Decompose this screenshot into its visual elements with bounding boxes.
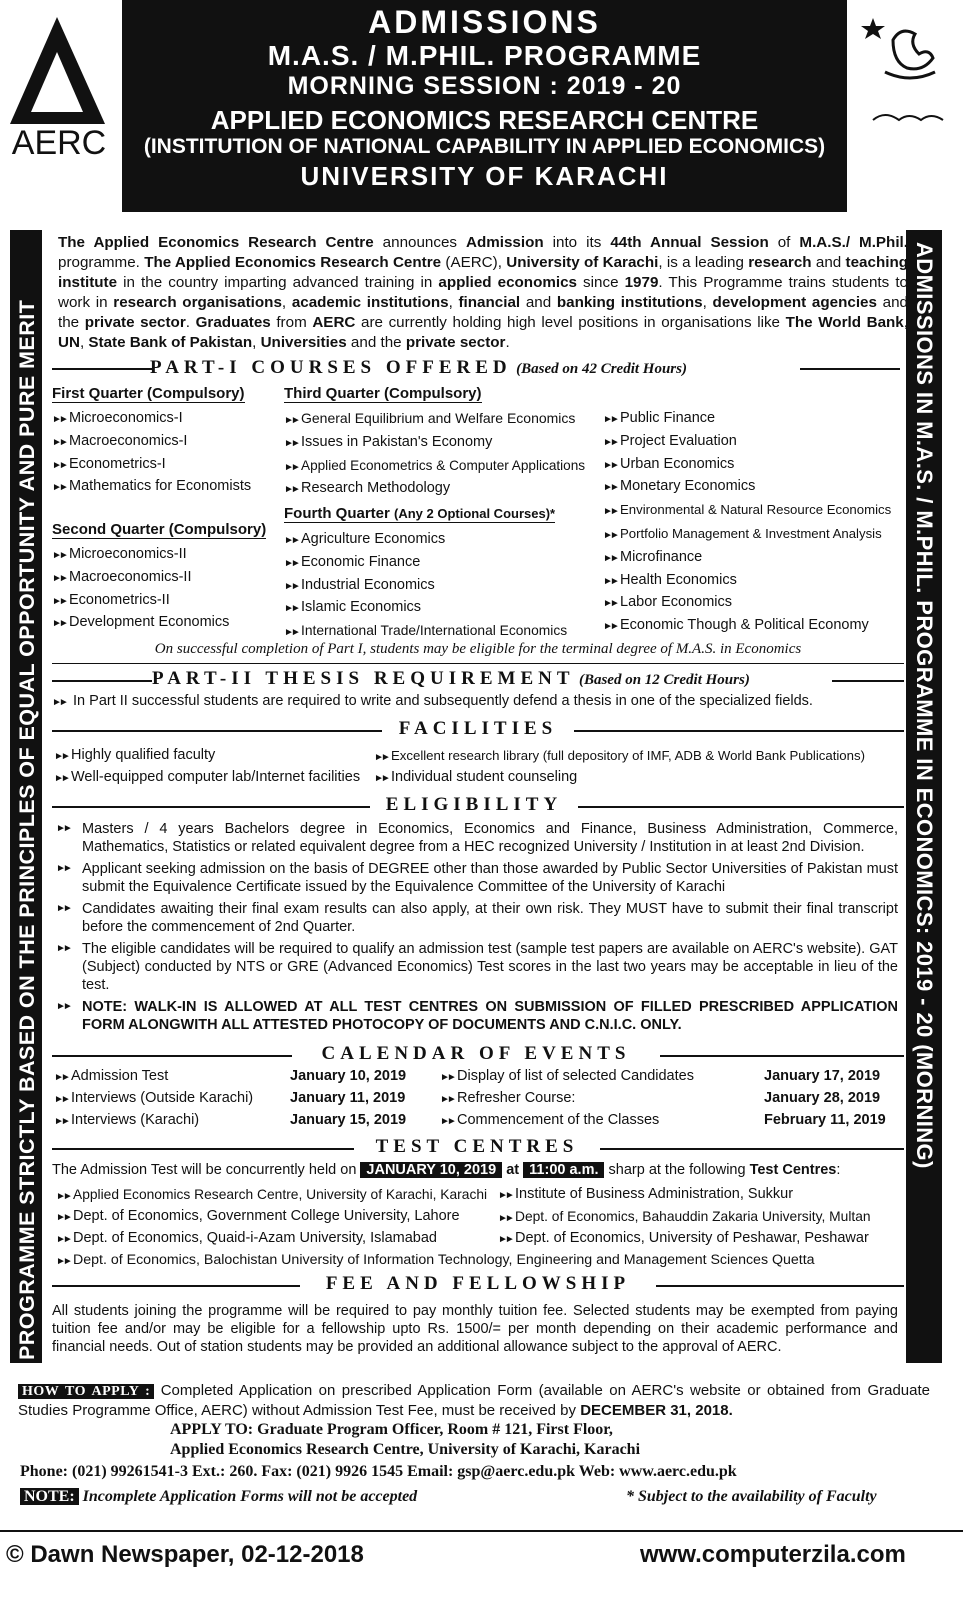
bullet-arrow-icon: ►► bbox=[284, 535, 298, 546]
part1-completion: On successful completion of Part I, students may be eligible for the terminal degree of M.A.S. in Economics bbox=[154, 641, 802, 657]
course-item: ►► Project Evaluation bbox=[603, 431, 891, 454]
bullet-arrow-icon: ►► bbox=[603, 621, 617, 633]
test-time-badge: 11:00 a.m. bbox=[523, 1162, 604, 1178]
header-banner bbox=[122, 0, 847, 212]
calendar-event: ►► Interviews (Outside Karachi) January 11, 2019 bbox=[54, 1090, 406, 1106]
facility-item: ►► Excellent research library (full depository of IMF, ADB & World Bank Publications) bbox=[374, 748, 865, 763]
bullet-arrow-icon: ►► bbox=[603, 529, 617, 541]
centre-item: ►► Dept. of Economics, Government College University, Lahore bbox=[56, 1208, 460, 1224]
fee-text: All students joining the programme will be required to pay monthly tuition fee. Selected students may be exempted from paying tuition fee and/or may be eligible for a fellowship upto Rs. 1500/= per month depending on their academic performance and financial needs. Out of station students may be provided an additional allowance subject to the approval of AERC. bbox=[52, 1303, 898, 1355]
left-vertical-text: PROGRAMME STRICTLY BASED ON THE PRINCIPLES OF EQUAL OPPORTUNITY AND PURE MERIT bbox=[14, 299, 39, 1360]
test-date-badge: JANUARY 10, 2019 bbox=[360, 1162, 502, 1178]
bullet-arrow-icon: ►► bbox=[56, 1001, 70, 1012]
divider bbox=[832, 680, 904, 682]
bullet-arrow-icon: ►► bbox=[603, 575, 617, 587]
bullet-arrow-icon: ►► bbox=[56, 903, 70, 914]
bullet-arrow-icon: ►► bbox=[284, 461, 298, 473]
course-item: ►► Economic Finance bbox=[284, 552, 567, 575]
course-item: ►► Agriculture Economics bbox=[284, 529, 567, 552]
q4-title: Fourth Quarter (Any 2 Optional Courses)* bbox=[284, 505, 556, 522]
bullet-arrow-icon: ►► bbox=[603, 598, 617, 610]
divider bbox=[574, 730, 904, 732]
course-item: ►► International Trade/International Economics bbox=[284, 620, 567, 644]
course-item: ►► Econometrics-I bbox=[52, 454, 251, 477]
course-item: ►► Portfolio Management & Investment Analysis bbox=[603, 523, 891, 547]
divider bbox=[600, 1148, 904, 1150]
bullet-arrow-icon: ►► bbox=[284, 557, 298, 569]
bullet-arrow-icon: ►► bbox=[52, 572, 66, 584]
bullet-arrow-icon: ►► bbox=[52, 436, 66, 448]
centre-item: ►► Dept. of Economics, Quaid-i-Azam University, Islamabad bbox=[56, 1230, 437, 1246]
course-item: ►► Labor Economics bbox=[603, 592, 891, 615]
course-item: ►► Econometrics-II bbox=[52, 590, 229, 613]
course-item: ►► Development Economics bbox=[52, 612, 229, 635]
calendar-event: ►► Display of list of selected Candidates January 17, 2019 bbox=[440, 1068, 881, 1084]
eligibility-item: ►► Masters / 4 years Bachelors degree in Economics, Economics and Finance, Business Administration, Commerce, Mathematics, Statistics or related equivalent degree from a HEC recognized University / Institution in at least 2nd Division. bbox=[56, 821, 898, 855]
centre-item: ►► Dept. of Economics, Balochistan University of Information Technology, Engineering and Management Sciences Quetta bbox=[56, 1252, 815, 1268]
part1-title: PART-I COURSES OFFERED bbox=[150, 357, 512, 378]
bullet-arrow-icon: ►► bbox=[603, 506, 617, 518]
apply-to: APPLY TO: Graduate Program Officer, Room # 121, First Floor, Applied Economics Research Centre, University of Karachi, Karachi bbox=[170, 1421, 641, 1458]
part1-heading bbox=[150, 357, 687, 379]
divider bbox=[800, 368, 900, 370]
bullet-arrow-icon: ►► bbox=[52, 618, 66, 630]
part2-title: PART-II THESIS REQUIREMENT bbox=[152, 668, 575, 689]
course-item: ►► Health Economics bbox=[603, 570, 891, 593]
bullet-arrow-icon: ►► bbox=[52, 697, 66, 708]
note-line: NOTE: Incomplete Application Forms will not be accepted bbox=[20, 1488, 417, 1506]
q1-title: First Quarter (Compulsory) bbox=[52, 385, 245, 402]
course-item: ►► Industrial Economics bbox=[284, 575, 567, 598]
bullet-arrow-icon: ►► bbox=[603, 436, 617, 448]
eligibility-item: ►► Applicant seeking admission on the basis of DEGREE other than those awarded by Public Sector Universities of Pakistan must submit the Equivalence Certificate issued by the Equivalence Committee of the University of Karachi bbox=[56, 861, 898, 895]
header-centre: APPLIED ECONOMICS RESEARCH CENTRE bbox=[210, 105, 759, 135]
divider bbox=[52, 730, 382, 732]
bullet-arrow-icon: ►► bbox=[52, 459, 66, 471]
bullet-arrow-icon: ►► bbox=[284, 437, 298, 449]
eligibility-item: ►► Candidates awaiting their final exam results can also apply, at their own risk. They MUST have to submit their final transcript before the commencement of 2nd Quarter. bbox=[56, 901, 898, 935]
bullet-arrow-icon: ►► bbox=[56, 823, 70, 834]
part2-note: (Based on 12 Credit Hours) bbox=[578, 672, 750, 688]
bullet-arrow-icon: ►► bbox=[603, 414, 617, 425]
calendar-event: ►► Interviews (Karachi) January 15, 2019 bbox=[54, 1112, 407, 1128]
centre-item: ►► Institute of Business Administration, Sukkur bbox=[498, 1186, 794, 1202]
bullet-arrow-icon: ►► bbox=[603, 482, 617, 494]
bullet-arrow-icon: ►► bbox=[603, 552, 617, 564]
eligibility-title: ELIGIBILITY bbox=[385, 794, 563, 815]
course-item: ►► Urban Economics bbox=[603, 454, 891, 477]
course-item: ►► Economic Though & Political Economy bbox=[603, 615, 891, 638]
part1-note: (Based on 42 Credit Hours) bbox=[516, 361, 687, 377]
eligibility-item: ►► NOTE: WALK-IN IS ALLOWED AT ALL TEST CENTRES ON SUBMISSION OF FILLED PRESCRIBED APPLICATION FORM ALONGWITH ALL ATTESTED PHOTOCOPY OF DOCUMENTS AND C.N.I.C. ONLY. bbox=[56, 999, 898, 1033]
calendar-event: ►► Commencement of the Classes February 11, 2019 bbox=[440, 1112, 886, 1128]
divider bbox=[52, 1148, 354, 1150]
course-item: ►► Mathematics for Economists bbox=[52, 476, 251, 499]
divider bbox=[52, 680, 152, 682]
calendar-event: ►► Admission Test January 10, 2019 bbox=[54, 1068, 407, 1084]
logo-text: AERC bbox=[11, 124, 107, 162]
footer-source: © Dawn Newspaper, 02-12-2018 bbox=[6, 1541, 364, 1568]
right-vertical-text: ADMISSIONS IN M.A.S. / M.PHIL. PROGRAMME IN ECONOMICS: 2019 - 20 (MORNING) bbox=[912, 242, 937, 1169]
eligibility-list bbox=[56, 820, 898, 1038]
divider bbox=[52, 663, 904, 664]
course-item: ►► Microeconomics-II bbox=[52, 544, 229, 567]
course-item: ►► Public Finance bbox=[603, 408, 891, 431]
test-title: TEST CENTRES bbox=[375, 1136, 579, 1157]
centre-item: ►► Dept. of Economics, University of Peshawar, Peshawar bbox=[498, 1230, 869, 1246]
calendar-events bbox=[54, 1066, 904, 1136]
header-university: UNIVERSITY OF KARACHI bbox=[300, 161, 669, 191]
divider bbox=[0, 1530, 963, 1532]
course-item: ►► Microfinance bbox=[603, 547, 891, 570]
calendar-title: CALENDAR OF EVENTS bbox=[321, 1043, 631, 1064]
q3-list bbox=[284, 408, 585, 501]
divider bbox=[578, 806, 904, 808]
aerc-logo bbox=[5, 12, 110, 162]
q3-title: Third Quarter (Compulsory) bbox=[284, 385, 482, 402]
left-vertical-banner bbox=[10, 230, 42, 1363]
divider bbox=[52, 1055, 292, 1057]
centre-item: ►► Applied Economics Research Centre, University of Karachi, Karachi bbox=[56, 1187, 488, 1202]
header-admissions: ADMISSIONS bbox=[368, 4, 601, 40]
bullet-arrow-icon: ►► bbox=[284, 484, 298, 496]
course-item: ►► Microeconomics-I bbox=[52, 408, 251, 431]
course-item: ►► Issues in Pakistan's Economy bbox=[284, 432, 585, 455]
course-item: ►► Macroeconomics-II bbox=[52, 567, 229, 590]
optional-list bbox=[603, 408, 891, 638]
subject-note: * Subject to the availability of Faculty bbox=[626, 1488, 877, 1505]
university-seal-icon bbox=[855, 10, 957, 135]
bullet-arrow-icon: ►► bbox=[52, 482, 66, 494]
intro-paragraph: The Applied Economics Research Centre announces Admission into its 44th Annual Session of M.A.S./ M.Phil. programme. The Applied Economics Research Centre (AERC), University of Karachi, is a leading research and teaching institute in the country imparting advanced training in applied economics since 1979. This Programme trains students to work in research organisations, academic institutions, financial and banking institutions, development agencies and the private sector. Graduates from AERC are currently holding high level positions in organisations like The World Bank, UN, State Bank of Pakistan, Universities and the private sector. bbox=[58, 234, 908, 351]
course-item: ►► Environmental & Natural Resource Economics bbox=[603, 499, 891, 523]
test-intro: The Admission Test will be concurrently held on JANUARY 10, 2019 at 11:00 a.m. sharp at the following Test Centres: bbox=[52, 1162, 841, 1178]
calendar-event: ►► Refresher Course: January 28, 2019 bbox=[440, 1090, 881, 1106]
note-label: NOTE: bbox=[20, 1488, 79, 1505]
header-session: MORNING SESSION : 2019 - 20 bbox=[287, 72, 682, 100]
part2-heading bbox=[152, 668, 750, 690]
bullet-arrow-icon: ►► bbox=[56, 863, 70, 874]
course-item: ►► Applied Econometrics & Computer Applications bbox=[284, 455, 585, 479]
contact-line: Phone: (021) 99261541-3 Ext.: 260. Fax: (021) 9926 1545 Email: gsp@aerc.edu.pk Web: www.aerc.edu.pk bbox=[20, 1463, 737, 1480]
bullet-arrow-icon: ►► bbox=[52, 595, 66, 607]
facility-item: ►► Well-equipped computer lab/Internet facilities bbox=[54, 769, 361, 785]
course-item: ►► General Equilibrium and Welfare Economics bbox=[284, 408, 585, 432]
q2-list bbox=[52, 544, 229, 635]
course-item: ►► Research Methodology bbox=[284, 478, 585, 501]
bullet-arrow-icon: ►► bbox=[56, 943, 70, 954]
q2-title: Second Quarter (Compulsory) bbox=[52, 521, 267, 538]
right-vertical-banner bbox=[906, 230, 942, 1363]
facilities-title: FACILITIES bbox=[398, 718, 558, 739]
bullet-arrow-icon: ►► bbox=[284, 580, 298, 592]
divider bbox=[656, 1285, 904, 1287]
bullet-arrow-icon: ►► bbox=[284, 603, 298, 615]
header-programme: M.A.S. / M.PHIL. PROGRAMME bbox=[267, 40, 702, 71]
divider bbox=[52, 368, 152, 370]
facility-item: ►► Highly qualified faculty bbox=[54, 747, 216, 763]
q4-list bbox=[284, 529, 567, 644]
course-item: ►► Monetary Economics bbox=[603, 476, 891, 499]
how-to-apply: HOW TO APPLY : Completed Application on prescribed Application Form (available on AERC's website or obtained from Graduate Studies Programme Office, AERC) without Admission Test Fee, must be received by DECEMBER 31, 2018. bbox=[18, 1382, 931, 1419]
bullet-arrow-icon: ►► bbox=[52, 414, 66, 425]
course-item: ►► Islamic Economics bbox=[284, 597, 567, 620]
how-to-apply-label: HOW TO APPLY : bbox=[18, 1384, 154, 1399]
footer-website[interactable]: www.computerzila.com bbox=[640, 1541, 906, 1568]
bullet-arrow-icon: ►► bbox=[284, 627, 298, 639]
bullet-arrow-icon: ►► bbox=[603, 459, 617, 471]
facility-item: ►► Individual student counseling bbox=[374, 769, 578, 785]
part2-item: ►► In Part II successful students are required to write and subsequently defend a thesis in one of the specialized fields. bbox=[52, 691, 813, 714]
fee-title: FEE AND FELLOWSHIP bbox=[325, 1273, 631, 1294]
bullet-arrow-icon: ►► bbox=[284, 415, 298, 426]
divider bbox=[52, 806, 370, 808]
divider bbox=[52, 1285, 300, 1287]
centre-item: ►► Dept. of Economics, Bahauddin Zakaria University, Multan bbox=[498, 1209, 871, 1224]
q1-list bbox=[52, 408, 251, 499]
eligibility-item: ►► The eligible candidates will be required to qualify an admission test (sample test papers are available on AERC's website). GAT (Subject) conducted by NTS or GRE (Advanced Economics) Test scores in the last two years may be acceptable in lieu of the test. bbox=[56, 941, 898, 993]
course-item: ►► Macroeconomics-I bbox=[52, 431, 251, 454]
divider bbox=[660, 1055, 904, 1057]
header-institution: (INSTITUTION OF NATIONAL CAPABILITY IN APPLIED ECONOMICS) bbox=[143, 135, 826, 158]
bullet-arrow-icon: ►► bbox=[52, 550, 66, 561]
